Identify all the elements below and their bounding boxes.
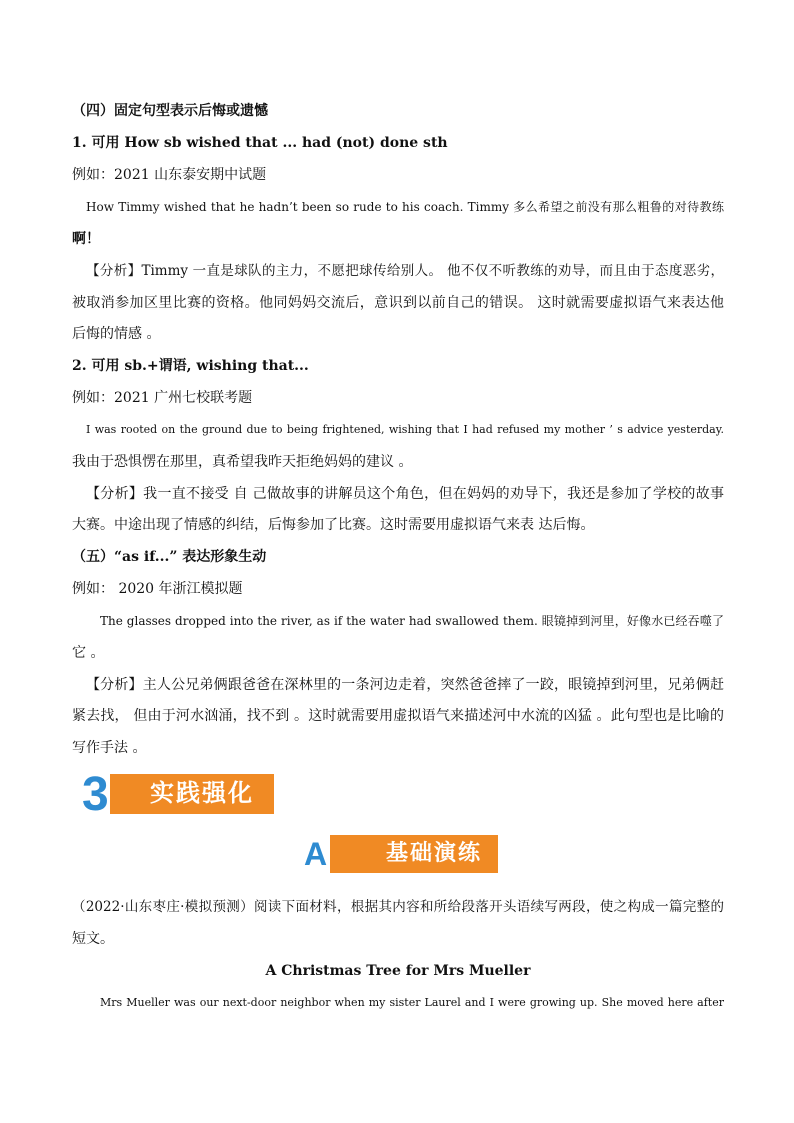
analysis2-line2: 大赛。中途出现了情感的纠结，后悔参加了比赛。这时需要用虚拟语气来表 达后悔。 xyxy=(72,517,595,533)
section5-heading: （五）“as if...” 表达形象生动 xyxy=(72,549,267,565)
example2-line1: I was rooted on the ground due to being frightened, wishing that I had refused my mother ’ s advice yesterday. xyxy=(86,423,724,436)
basic-banner-bar xyxy=(330,835,498,873)
example2-line2: 我由于恐惧愣在那里，真希望我昨天拒绝妈妈的建议 。 xyxy=(72,454,413,470)
basic-banner-title: 基础演练 xyxy=(386,841,483,866)
task-instruction-line2: 短文。 xyxy=(72,931,114,947)
section5-analysis-line2: 紧去找， 但由于河水汹涌，找不到 。这时就需要用虚拟语气来描述河中水流的凶猛 。此句型也是比喻的 xyxy=(72,708,724,724)
section5-analysis-line3: 写作手法 。 xyxy=(72,740,147,756)
example1-line2: 啊！ xyxy=(72,231,100,247)
section5-example-line2: 它 。 xyxy=(72,645,105,661)
analysis1-line2: 被取消参加区里比赛的资格。他同妈妈交流后，意识到以前自己的错误。 这时就需要虚拟语气来表达他 xyxy=(72,295,724,311)
practice-banner-number: 3 xyxy=(82,768,109,821)
section5-analysis-line1: 【分析】主人公兄弟俩跟爸爸在深林里的一条河边走着，突然爸爸摔了一跤，眼镜掉到河里，兄弟俩赶 xyxy=(86,677,724,693)
analysis2-line1: 【分析】我一直不接受 自 己做故事的讲解员这个角色，但在妈妈的劝导下，我还是参加了学校的故事 xyxy=(86,486,724,502)
basic-banner xyxy=(304,832,504,878)
example1-source: 例如：2021 山东泰安期中试题 xyxy=(72,167,267,183)
passage-title: A Christmas Tree for Mrs Mueller xyxy=(265,963,531,979)
point2-title: 2. 可用 sb.+谓语, wishing that... xyxy=(72,358,309,374)
analysis1-line1: 【分析】Timmy 一直是球队的主力，不愿把球传给别人。 他不仅不听教练的劝导，而且由于态度恶劣， xyxy=(86,263,724,279)
example1-line1: How Timmy wished that he hadn’t been so rude to his coach. Timmy 多么希望之前没有那么粗鲁的对待教练 xyxy=(86,200,724,214)
point1-title: 1. 可用 How sb wished that ... had (not) done sth xyxy=(72,135,448,151)
analysis1-line3: 后悔的情感 。 xyxy=(72,326,161,342)
task-instruction-line1: （2022·山东枣庄·模拟预测）阅读下面材料，根据其内容和所给段落开头语续写两段，使之构成一篇完整的 xyxy=(72,899,724,915)
basic-banner-letter: A xyxy=(304,836,328,872)
section4-heading: （四）固定句型表示后悔或遗憾 xyxy=(72,103,268,119)
passage-line1: Mrs Mueller was our next-door neighbor when my sister Laurel and I were growing up. She moved here after xyxy=(100,996,724,1009)
practice-banner-bar xyxy=(110,774,274,814)
section5-example-source: 例如： 2020 年浙江模拟题 xyxy=(72,581,243,597)
example2-source: 例如：2021 广州七校联考题 xyxy=(72,390,253,406)
practice-banner xyxy=(82,768,282,821)
practice-banner-title: 实践强化 xyxy=(150,779,254,807)
section5-example-line1: The glasses dropped into the river, as if the water had swallowed them. 眼镜掉到河里，好像水已经吞噬了 xyxy=(100,614,724,628)
